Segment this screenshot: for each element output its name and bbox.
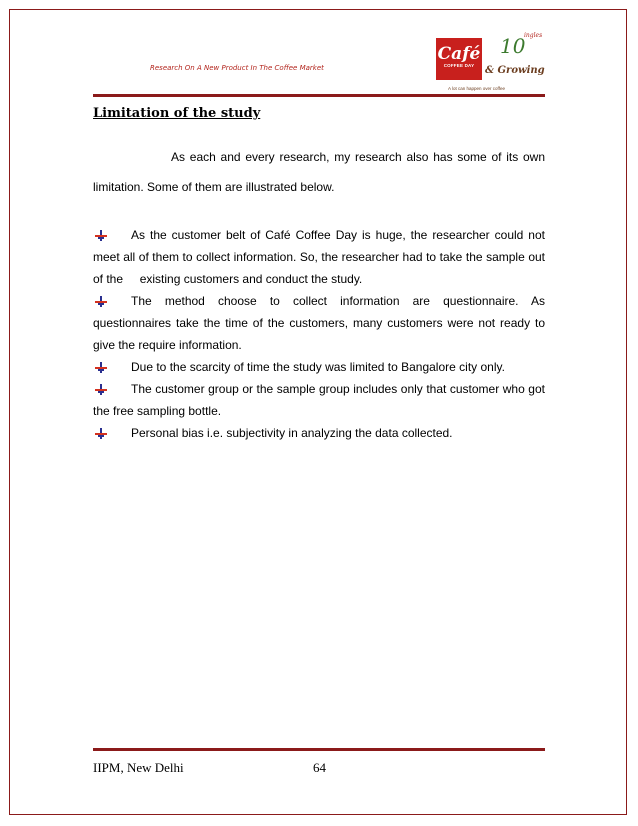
logo-growing: & Growing xyxy=(485,65,545,76)
arrow-down-bullet-icon xyxy=(95,230,107,241)
page-number: 64 xyxy=(313,760,326,775)
arrow-down-bullet-icon xyxy=(95,428,107,439)
logo-slogan: A lot can happen over coffee xyxy=(448,86,505,91)
bullet-text: The method choose to collect information are questionnaire. As questionnaires take the time of the customers, many customers were not ready to give the require information. xyxy=(93,294,549,352)
list-item xyxy=(93,356,545,378)
arrow-down-bullet-icon xyxy=(95,296,107,307)
section-content xyxy=(93,142,549,444)
bullet-text: Personal bias i.e. subjectivity in analyzing the data collected. xyxy=(131,426,453,440)
list-item xyxy=(93,224,549,290)
section-title: Limitation of the study xyxy=(93,106,261,121)
footer-institution: IIPM, New Delhi xyxy=(93,760,184,775)
list-item xyxy=(93,422,545,444)
list-item xyxy=(93,378,549,422)
bullet-text: The customer group or the sample group includes only that customer who got the free sampling bottle. xyxy=(93,382,549,418)
arrow-down-bullet-icon xyxy=(95,362,107,373)
bullet-list xyxy=(93,224,549,444)
logo-brand: Café xyxy=(437,44,481,64)
header-rule xyxy=(93,94,545,97)
bullet-text: As the customer belt of Café Coffee Day is huge, the researcher could not meet all of them to collect information. So, the researcher had to take the sample out of the existing customers and conduct the study. xyxy=(93,228,549,286)
logo-and: ingles xyxy=(524,32,543,39)
logo-red-box xyxy=(436,38,482,80)
intro-paragraph: As each and every research, my research also has some of its own limitation. Some of them are illustrated below. xyxy=(93,150,545,194)
logo-years: 10 xyxy=(500,34,526,58)
arrow-down-bullet-icon xyxy=(95,384,107,395)
logo-sub: COFFEE DAY xyxy=(443,63,475,68)
header-tagline: Research On A New Product In The Coffee Market xyxy=(150,64,324,72)
bullet-text: Due to the scarcity of time the study was limited to Bangalore city only. xyxy=(131,360,505,374)
list-item xyxy=(93,290,549,356)
footer-rule xyxy=(93,748,545,751)
cafe-coffee-day-logo xyxy=(436,34,556,96)
